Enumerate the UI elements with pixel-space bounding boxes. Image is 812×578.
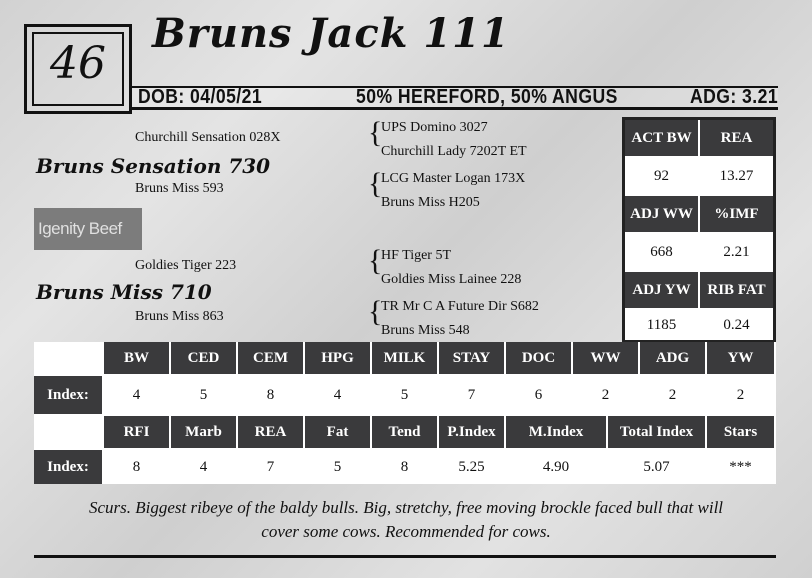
sire-sire: Churchill Sensation 028X xyxy=(135,130,281,145)
stat-value-adj-ww: 668 xyxy=(625,234,698,270)
dam-dam-sire: TR Mr C A Future Dir S682 xyxy=(381,299,539,314)
epd2-value-rfi: 8 xyxy=(104,450,169,484)
sire-sire-dam: Churchill Lady 7202T ET xyxy=(381,144,527,159)
epd1-value-adg: 2 xyxy=(640,376,705,414)
epd1-header-stay: STAY xyxy=(439,342,504,374)
brace-4: { xyxy=(368,295,383,328)
lot-number: 46 xyxy=(50,38,106,89)
epd1-value-stay: 7 xyxy=(439,376,504,414)
stat-header-rea: REA xyxy=(700,120,773,156)
epd1-header-adg: ADG xyxy=(640,342,705,374)
animal-name: Bruns Jack 111 xyxy=(152,10,510,57)
epd2-header-p-index: P.Index xyxy=(439,416,504,448)
epd2-value-m-index: 4.90 xyxy=(506,450,606,484)
epd2-header-marb: Marb xyxy=(171,416,236,448)
comment xyxy=(50,496,762,544)
brace-3: { xyxy=(368,244,383,277)
dob: DOB: 04/05/21 xyxy=(138,86,263,108)
epd2-header-rfi: RFI xyxy=(104,416,169,448)
stat-header-act-bw: ACT BW xyxy=(625,120,698,156)
epd1-value-doc: 6 xyxy=(506,376,571,414)
epd1-value-milk: 5 xyxy=(372,376,437,414)
epd1-value-ww: 2 xyxy=(573,376,638,414)
epd1-header-cem: CEM xyxy=(238,342,303,374)
comment-line-1: Scurs. Biggest ribeye of the baldy bulls. Big, stretchy, free moving brockle faced bull that will xyxy=(88,498,724,517)
dam-sire-dam: Goldies Miss Lainee 228 xyxy=(381,272,522,287)
adg-value: ADG: 3.21 xyxy=(690,86,779,108)
epd1-header-yw: YW xyxy=(707,342,774,374)
stat-value-adj-yw: 1185 xyxy=(625,310,698,340)
stat-header-adj-ww: ADJ WW xyxy=(625,196,698,232)
sire-dam-dam: Bruns Miss H205 xyxy=(381,195,480,210)
epd-index-tables xyxy=(34,342,776,484)
brace-2: { xyxy=(368,167,383,200)
epd1-value-bw: 4 xyxy=(104,376,169,414)
sire: Bruns Sensation 730 xyxy=(36,154,271,178)
bottom-rule xyxy=(34,555,776,558)
performance-stats xyxy=(622,117,776,343)
epd2-value-stars: *** xyxy=(707,450,774,484)
comment-line-2: cover some cows. Recommended for cows. xyxy=(261,522,551,541)
epd1-index-label: Index: xyxy=(34,376,102,414)
stat-header-imf: %IMF xyxy=(700,196,773,232)
stat-header-adj-yw: ADJ YW xyxy=(625,272,698,308)
dam-dam-dam: Bruns Miss 548 xyxy=(381,323,470,338)
epd1-header-doc: DOC xyxy=(506,342,571,374)
epd2-value-marb: 4 xyxy=(171,450,236,484)
breed: 50% HEREFORD, 50% ANGUS xyxy=(356,86,618,108)
epd2-value-p-index: 5.25 xyxy=(439,450,504,484)
epd2-header-total-index: Total Index xyxy=(608,416,705,448)
dam-dam: Bruns Miss 863 xyxy=(135,309,224,324)
epd1-value-yw: 2 xyxy=(707,376,774,414)
epd2-header-m-index: M.Index xyxy=(506,416,606,448)
epd1-header-bw: BW xyxy=(104,342,169,374)
epd1-value-hpg: 4 xyxy=(305,376,370,414)
epd2-header-tend: Tend xyxy=(372,416,437,448)
dam-sire: Goldies Tiger 223 xyxy=(135,258,237,273)
stat-value-rib-fat: 0.24 xyxy=(700,310,773,340)
sire-dam: Bruns Miss 593 xyxy=(135,181,224,196)
epd1-header-ww: WW xyxy=(573,342,638,374)
stat-value-act-bw: 92 xyxy=(625,158,698,194)
epd2-header-rea: REA xyxy=(238,416,303,448)
epd1-header-ced: CED xyxy=(171,342,236,374)
sire-sire-sire: UPS Domino 3027 xyxy=(381,120,488,135)
stat-value-rea: 13.27 xyxy=(700,158,773,194)
epd2-value-rea: 7 xyxy=(238,450,303,484)
epd1-header-milk: MILK xyxy=(372,342,437,374)
epd2-value-tend: 8 xyxy=(372,450,437,484)
epd1-value-cem: 8 xyxy=(238,376,303,414)
dam-sire-sire: HF Tiger 5T xyxy=(381,248,452,263)
stat-header-rib-fat: RIB FAT xyxy=(700,272,773,308)
epd2-value-fat: 5 xyxy=(305,450,370,484)
epd1-corner xyxy=(34,342,102,378)
epd1-header-hpg: HPG xyxy=(305,342,370,374)
epd1-value-ced: 5 xyxy=(171,376,236,414)
epd2-value-total-index: 5.07 xyxy=(608,450,705,484)
stat-value-imf: 2.21 xyxy=(700,234,773,270)
brace-1: { xyxy=(368,116,383,149)
sire-dam-sire: LCG Master Logan 173X xyxy=(381,171,526,186)
epd2-header-fat: Fat xyxy=(305,416,370,448)
igenity-logo: Igenity Beef xyxy=(34,208,142,250)
epd2-index-label: Index: xyxy=(34,450,102,484)
dam: Bruns Miss 710 xyxy=(36,280,212,304)
epd2-header-stars: Stars xyxy=(707,416,774,448)
